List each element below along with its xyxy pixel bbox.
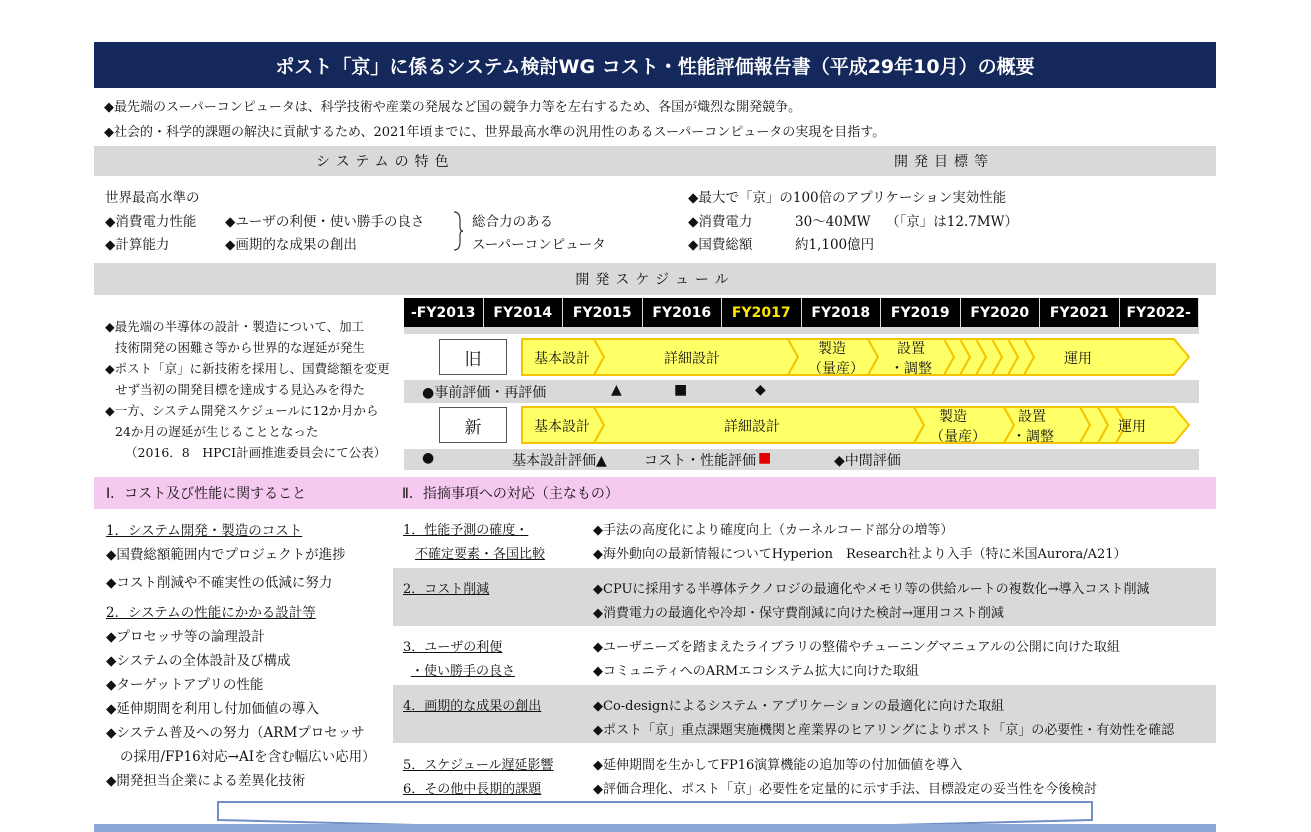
row-item: ◆消費電力の最適化や冷却・保守費削減に向けた検討→運用コスト削減: [593, 606, 1004, 621]
phase-label: 製造: [939, 409, 967, 425]
fiscal-year: FY2014: [484, 298, 564, 327]
phase-label: 基本設計: [534, 351, 590, 367]
schedule-header: 開発スケジュール: [575, 272, 735, 288]
row-title: 5．スケジュール遅延影響: [403, 758, 554, 773]
row-item: ◆延伸期間を生かしてFP16演算機能の追加等の付加価値を導入: [593, 758, 963, 773]
intro-line-1: ◆最先端のスーパーコンピュータは、科学技術や産業の発展など国の競争力等を左右するため、各国が熾烈な開発競争。: [104, 100, 802, 115]
goal-value: 約1,100億円: [795, 237, 875, 253]
left-item: ◆システムの全体設計及び構成: [106, 653, 291, 669]
phase-label: 製造: [818, 341, 846, 357]
schedule-note: ◆最先端の半導体の設計・製造について、加工: [105, 319, 365, 334]
feature-item: ◆ユーザの利便・使い勝手の良さ: [225, 214, 425, 230]
row-title: 2．コスト削減: [403, 582, 490, 597]
row-item: ◆コミュニティへのARMエコシステム拡大に向けた取組: [593, 664, 919, 679]
new-schedule-label: 新: [439, 407, 507, 443]
feature-item: ◆画期的な成果の創出: [225, 237, 357, 253]
feature-item: ◆計算能力: [105, 237, 170, 253]
schedule-note: 24か月の遅延が生じることとなった: [115, 424, 319, 439]
goal-label: ◆国費総額: [688, 237, 753, 253]
left-item: ◆開発担当企業による差異化技術: [106, 773, 306, 789]
cost-performance-review-label: コスト・性能評価: [644, 453, 756, 469]
phase-label: 運用: [1064, 351, 1092, 367]
row-title: 3．ユーザの利便: [403, 640, 503, 655]
goal-value: 30～40MW: [795, 214, 871, 230]
basic-design-review-label: 基本設計評価▲: [512, 453, 607, 469]
review-left-column: [106, 519, 376, 793]
old-schedule-label: 旧: [439, 339, 507, 375]
feature-item: ◆消費電力性能: [105, 214, 197, 230]
old-marks-label: ●事前評価・再評価: [422, 385, 547, 401]
fiscal-year: FY2021: [1040, 298, 1120, 327]
triangle-icon: ▲: [611, 382, 622, 398]
phase-label: （量産）: [930, 429, 986, 445]
fiscal-year-current: FY2017: [722, 298, 802, 327]
phase-label: 運用: [1118, 419, 1146, 435]
fiscal-year: FY2016: [643, 298, 723, 327]
row-title: 不確定要素・各国比較: [415, 547, 546, 562]
left-item: ◆システム普及への努力（ARMプロセッサ: [106, 725, 365, 741]
features-right-header: 開発目標等: [894, 154, 994, 170]
fiscal-year: FY2019: [881, 298, 961, 327]
goal-note: （「京」は12.7MW）: [886, 214, 1019, 230]
square-icon: ■: [674, 382, 688, 398]
row-item: ◆Co-designによるシステム・アプリケーションの最適化に向けた取組: [593, 699, 1005, 714]
left-item: ◆ターゲットアプリの性能: [106, 677, 264, 693]
phase-label: 詳細設計: [664, 351, 720, 367]
bottom-strip: [94, 824, 1216, 832]
left-section-title: 2．システムの性能にかかる設計等: [106, 605, 316, 621]
intro-line-2: ◆社会的・科学的課題の解決に貢献するため、2021年頃までに、世界最高水準の汎用性のあるスーパーコンピュータの実現を目指す。: [104, 125, 886, 140]
phase-label: ・調整: [1012, 429, 1054, 445]
phase-label: 基本設計: [534, 419, 590, 435]
row-item: ◆評価合理化、ポスト「京」必要性を定量的に示す手法、目標設定の妥当性を今後検討: [593, 782, 1097, 797]
fiscal-year: -FY2013: [404, 298, 484, 327]
left-item: ◆プロセッサ等の論理設計: [106, 629, 265, 645]
schedule-note: ◆一方、システム開発スケジュールに12か月から: [105, 403, 379, 418]
diamond-icon: ◆: [755, 382, 766, 398]
row-item: ◆海外動向の最新情報についてHyperion Research社より入手（特に米国Aurora/A21）: [593, 547, 1127, 562]
red-square-icon: ■: [758, 450, 772, 466]
row-item: ◆ユーザニーズを踏まえたライブラリの整備やチューニングマニュアルの公開に向けた取組: [593, 640, 1120, 655]
left-item: ◆コスト削減や不確実性の低減に努力: [106, 575, 333, 591]
schedule-note: （2016．8 HPCI計画推進委員会にて公表）: [125, 445, 387, 460]
row-title: 1．性能予測の確度・: [403, 523, 529, 538]
fiscal-year: FY2018: [802, 298, 882, 327]
row-item: ◆CPUに採用する半導体テクノロジの最適化やメモリ等の供給ルートの複数化→導入コスト削減: [593, 582, 1150, 597]
world-top-label: 世界最高水準の: [105, 190, 200, 206]
review-header-bar: [94, 477, 1216, 509]
row-item: ◆手法の高度化により確度向上（カーネルコード部分の増等）: [593, 523, 954, 538]
brace-icon: [452, 210, 464, 252]
schedule-notes: [105, 316, 390, 463]
row-item: ◆ポスト「京」重点課題実施機関と産業界のヒアリングによりポスト「京」の必要性・有効性を確認: [593, 723, 1175, 738]
phase-label: 詳細設計: [724, 419, 780, 435]
schedule-note: せず当初の開発目標を達成する見込みを得た: [115, 382, 366, 397]
row-title: 4．画期的な成果の創出: [403, 699, 542, 714]
general-label-2: スーパーコンピュータ: [472, 237, 606, 253]
review-right-header: Ⅱ．指摘事項への対応（主なもの）: [402, 486, 619, 502]
schedule-chart: [404, 298, 1199, 470]
features-header-bar: [94, 146, 1216, 176]
phase-label: ・調整: [890, 361, 932, 377]
schedule-note: 技術開発の困難さ等から世界的な遅延が発生: [115, 340, 366, 355]
phase-label: （量産）: [808, 361, 864, 377]
review-left-header: Ⅰ．コスト及び性能に関すること: [106, 486, 307, 502]
page-title: ポスト「京」に係るシステム検討WG コスト・性能評価報告書（平成29年10月）の概要: [94, 42, 1216, 88]
phase-label: 設置: [897, 341, 925, 357]
left-section-title: 1．システム開発・製造のコスト: [106, 523, 303, 539]
goal-label: ◆消費電力: [688, 214, 753, 230]
fiscal-year: FY2022-: [1120, 298, 1200, 327]
row-title: 6．その他中長期的課題: [403, 782, 542, 797]
left-item: ◆延伸期間を利用し付加価値の導入: [106, 701, 319, 717]
phase-label: 設置: [1018, 409, 1046, 425]
schedule-header-bar: [94, 263, 1216, 295]
left-item: の採用/FP16対応→AIを含む幅広い応用）: [120, 749, 376, 765]
schedule-note: ◆ポスト「京」に新技術を採用し、国費総額を変更: [105, 361, 390, 376]
goal-item: ◆最大で「京」の100倍のアプリケーション実効性能: [688, 190, 1007, 206]
general-label-1: 総合力のある: [472, 214, 553, 230]
circle-icon: ●: [422, 450, 435, 466]
features-left-header: システムの特色: [316, 154, 455, 170]
fiscal-year: FY2020: [961, 298, 1041, 327]
left-item: ◆国費総額範囲内でプロジェクトが進捗: [106, 547, 346, 563]
interim-review-label: ◆中間評価: [834, 453, 901, 469]
fiscal-year: FY2015: [563, 298, 643, 327]
row-title: ・使い勝手の良さ: [411, 664, 516, 679]
